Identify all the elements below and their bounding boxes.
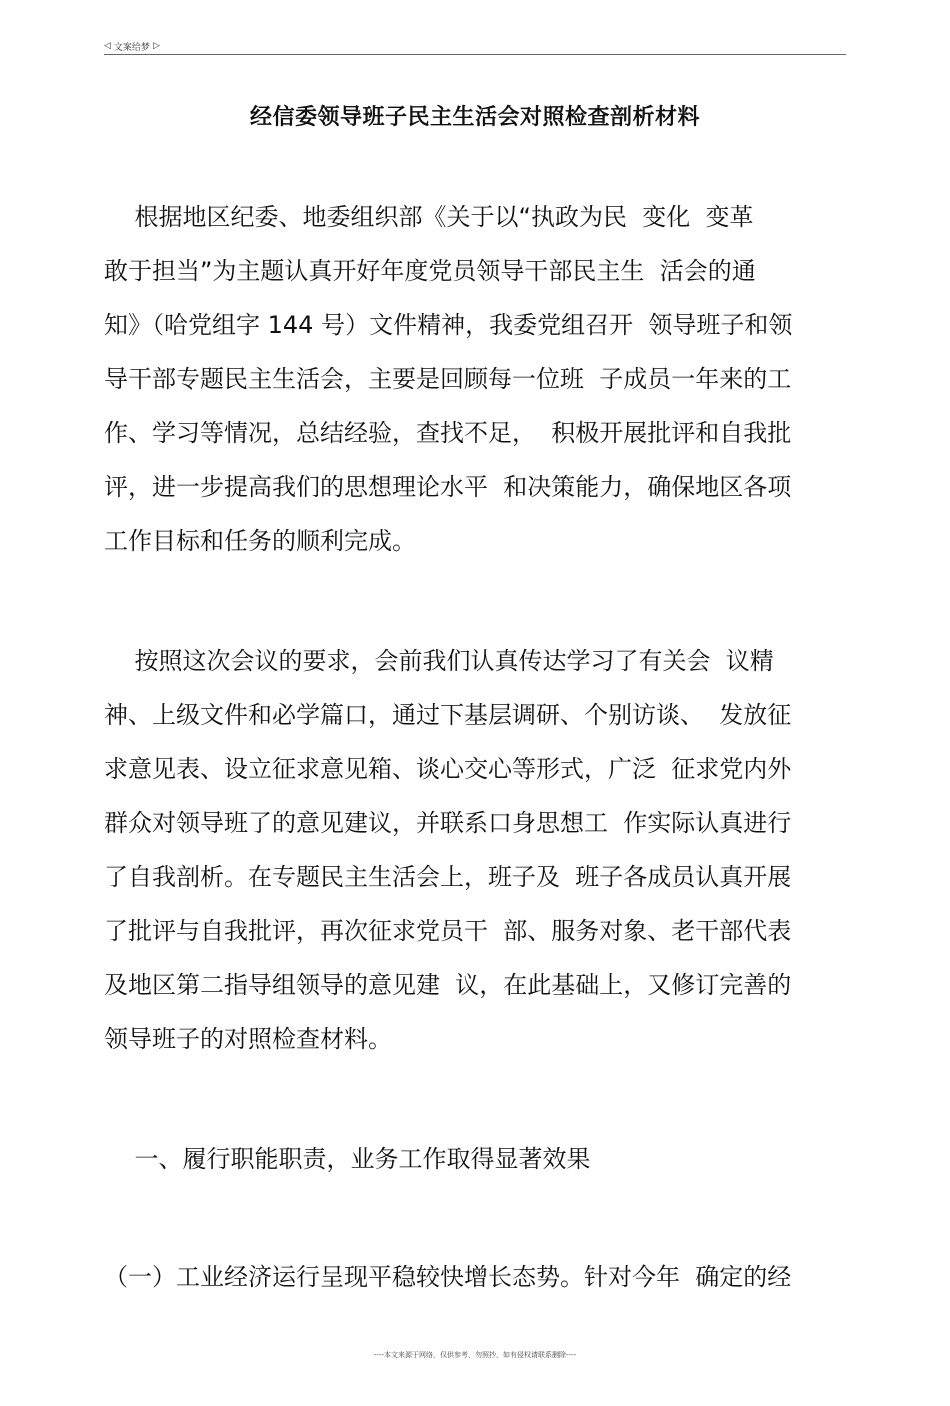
paragraph-line: （一）工业经济运行呈现平稳较快增长态势。针对今年 确定的经 [104,1263,792,1291]
page-header [104,40,160,53]
paragraph-line: 群众对领导班了的意见建议，并联系口身思想工 作实际认真进行 [104,809,792,837]
paragraph-line: 及地区第二指导组领导的意见建 议，在此基础上，又修订完善的 [104,971,792,999]
right-triangle-icon: ▷ [152,41,160,51]
paragraph-2 [104,634,846,1066]
paragraph-line: 了批评与自我批评，再次征求党员干 部、服务对象、老干部代表 [104,917,792,945]
section-heading-line: 一、履行职能职责，业务工作取得显著效果 [104,1145,591,1173]
paragraph-line: 按照这次会议的要求，会前我们认真传达学习了有关会 议精 [104,647,774,675]
paragraph-line: 根据地区纪委、地委组织部《关于以“执政为民 变化 变革 [104,203,754,231]
document-title: 经信委领导班子民主生活会对照检查剖析材料 [249,105,700,130]
page-footer: ----本文来源于网络，仅供参考，勿照抄，如有侵权请联系删除---- [373,1351,577,1359]
paragraph-line: 敢于担当”为主题认真开好年度党员领导干部民主生 活会的通 [104,257,756,285]
paragraph-3 [104,1250,846,1304]
paragraph-line: 导干部专题民主生活会，主要是回顾每一位班 子成员一年来的工 [104,365,792,393]
paragraph-line: 工作目标和任务的顺利完成。 [104,527,416,555]
paragraph-line: 领导班子的对照检查材料。 [104,1025,392,1053]
section-heading-1 [104,1132,846,1186]
paragraph-line: 知》（哈党组字 144 号）文件精神，我委党组召开 领导班子和领 [104,311,793,339]
header-divider [104,54,846,55]
header-label: 文案给梦 [113,43,150,53]
paragraph-line: 了自我剖析。在专题民主生活会上，班子及 班子各成员认真开展 [104,863,792,891]
paragraph-line: 评，进一步提高我们的思想理论水平 和决策能力，确保地区各项 [104,473,792,501]
paragraph-line: 作、学习等情况，总结经验，查找不足， 积极开展批评和自我批 [104,419,792,447]
paragraph-1 [104,190,846,568]
left-triangle-icon: ◁ [104,41,111,51]
paragraph-line: 神、上级文件和必学篇口，通过下基层调研、个别访谈、 发放征 [104,701,792,729]
paragraph-line: 求意见表、设立征求意见箱、谈心交心等形式，广泛 征求党内外 [104,755,792,783]
